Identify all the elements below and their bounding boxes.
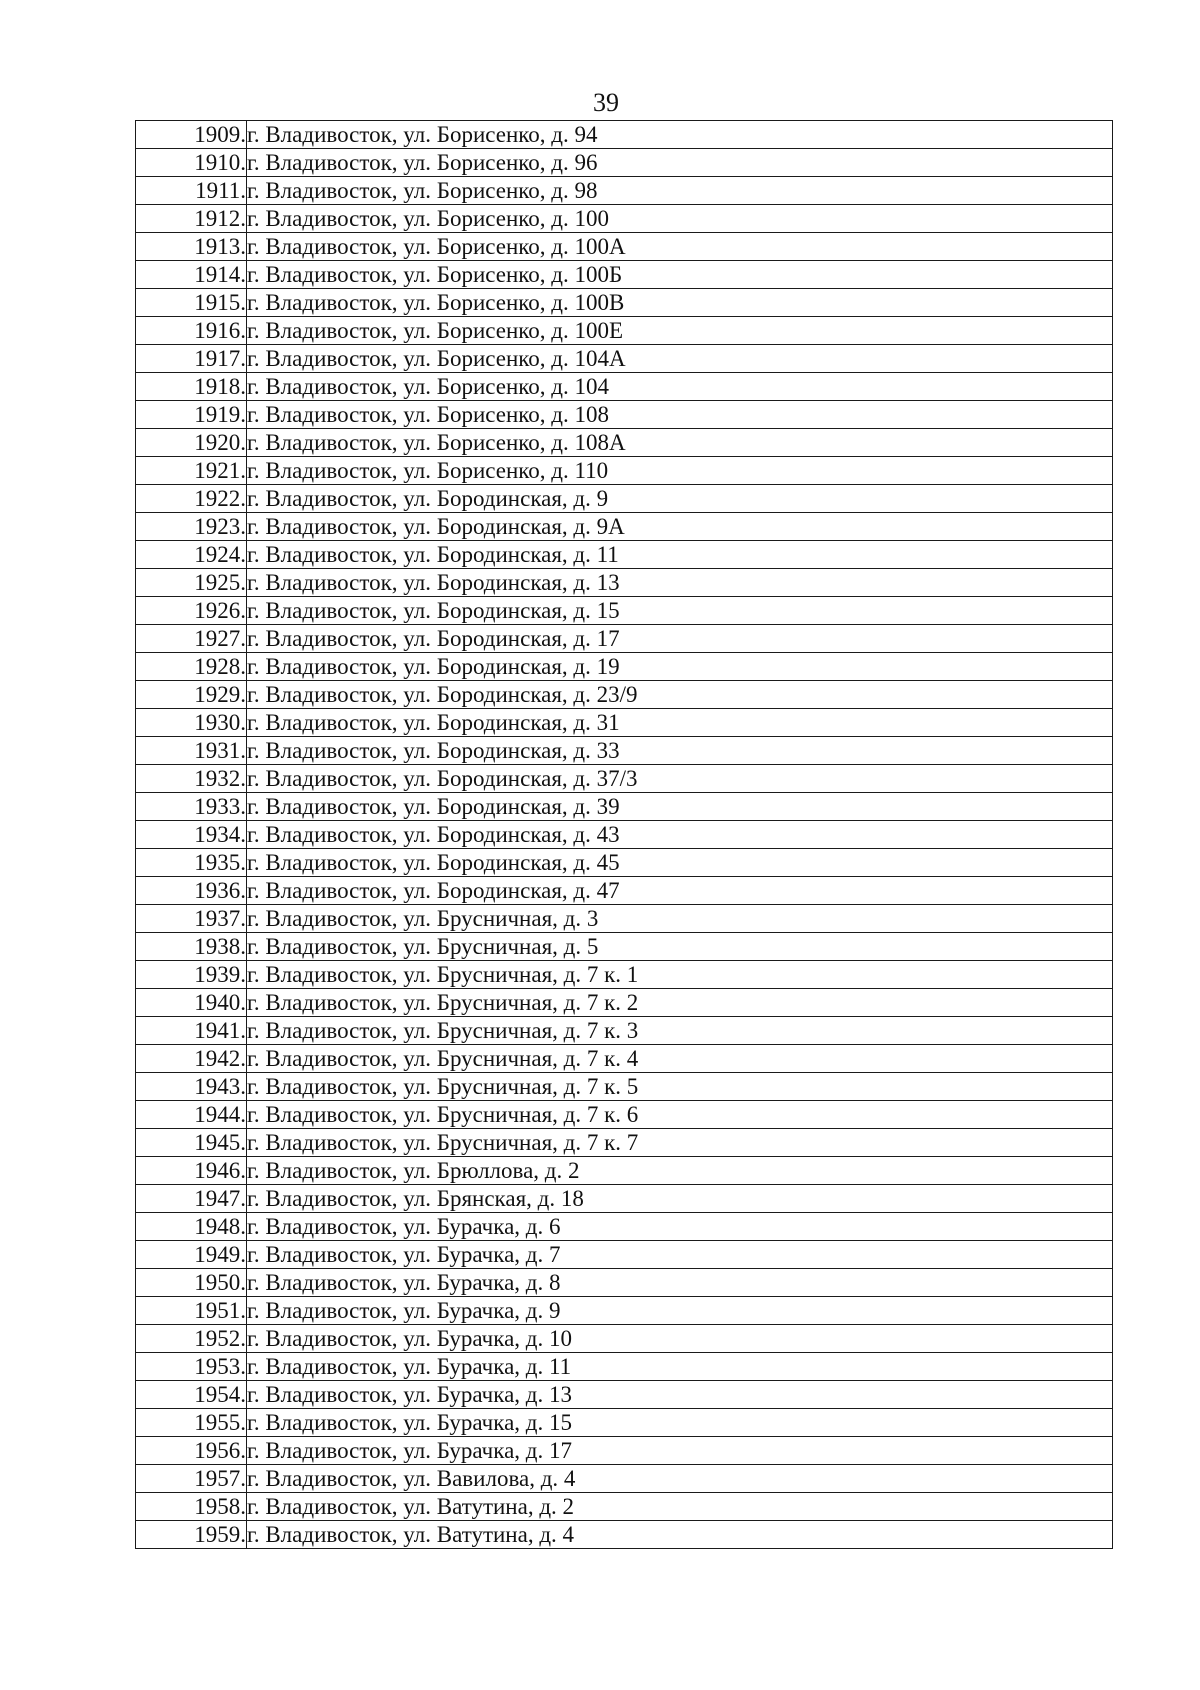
address-cell: г. Владивосток, ул. Бородинская, д. 11 bbox=[247, 541, 1113, 569]
row-number-cell: 1953. bbox=[136, 1353, 247, 1381]
address-cell: г. Владивосток, ул. Брусничная, д. 7 к. 1 bbox=[247, 961, 1113, 989]
address-cell: г. Владивосток, ул. Брюллова, д. 2 bbox=[247, 1157, 1113, 1185]
row-number-cell: 1909. bbox=[136, 121, 247, 149]
table-row bbox=[136, 1101, 1113, 1129]
row-number-cell: 1916. bbox=[136, 317, 247, 345]
table-row bbox=[136, 821, 1113, 849]
row-number-cell: 1959. bbox=[136, 1521, 247, 1549]
table-row bbox=[136, 205, 1113, 233]
row-number-cell: 1931. bbox=[136, 737, 247, 765]
address-cell: г. Владивосток, ул. Борисенко, д. 96 bbox=[247, 149, 1113, 177]
row-number-cell: 1928. bbox=[136, 653, 247, 681]
address-cell: г. Владивосток, ул. Брусничная, д. 7 к. 4 bbox=[247, 1045, 1113, 1073]
row-number-cell: 1917. bbox=[136, 345, 247, 373]
address-cell: г. Владивосток, ул. Бородинская, д. 37/3 bbox=[247, 765, 1113, 793]
row-number-cell: 1922. bbox=[136, 485, 247, 513]
table-row bbox=[136, 485, 1113, 513]
table-row bbox=[136, 597, 1113, 625]
table-row bbox=[136, 149, 1113, 177]
table-row bbox=[136, 1213, 1113, 1241]
row-number-cell: 1927. bbox=[136, 625, 247, 653]
page-number: 39 bbox=[593, 88, 619, 117]
table-row bbox=[136, 1521, 1113, 1549]
address-cell: г. Владивосток, ул. Бородинская, д. 43 bbox=[247, 821, 1113, 849]
address-cell: г. Владивосток, ул. Брянская, д. 18 bbox=[247, 1185, 1113, 1213]
table-row bbox=[136, 1045, 1113, 1073]
address-cell: г. Владивосток, ул. Бородинская, д. 9А bbox=[247, 513, 1113, 541]
address-cell: г. Владивосток, ул. Борисенко, д. 94 bbox=[247, 121, 1113, 149]
address-cell: г. Владивосток, ул. Бурачка, д. 13 bbox=[247, 1381, 1113, 1409]
row-number-cell: 1914. bbox=[136, 261, 247, 289]
row-number-cell: 1938. bbox=[136, 933, 247, 961]
table-row bbox=[136, 793, 1113, 821]
address-cell: г. Владивосток, ул. Бородинская, д. 19 bbox=[247, 653, 1113, 681]
table-row bbox=[136, 541, 1113, 569]
address-cell: г. Владивосток, ул. Брусничная, д. 7 к. 6 bbox=[247, 1101, 1113, 1129]
table-row bbox=[136, 737, 1113, 765]
row-number-cell: 1948. bbox=[136, 1213, 247, 1241]
table-row bbox=[136, 1297, 1113, 1325]
table-row bbox=[136, 429, 1113, 457]
address-cell: г. Владивосток, ул. Бородинская, д. 15 bbox=[247, 597, 1113, 625]
table-body bbox=[136, 121, 1113, 1549]
address-cell: г. Владивосток, ул. Бурачка, д. 17 bbox=[247, 1437, 1113, 1465]
address-cell: г. Владивосток, ул. Бородинская, д. 9 bbox=[247, 485, 1113, 513]
address-cell: г. Владивосток, ул. Ватутина, д. 4 bbox=[247, 1521, 1113, 1549]
row-number-cell: 1930. bbox=[136, 709, 247, 737]
address-cell: г. Владивосток, ул. Бурачка, д. 9 bbox=[247, 1297, 1113, 1325]
row-number-cell: 1924. bbox=[136, 541, 247, 569]
row-number-cell: 1949. bbox=[136, 1241, 247, 1269]
address-table bbox=[135, 120, 1113, 1549]
table-row bbox=[136, 401, 1113, 429]
address-cell: г. Владивосток, ул. Бурачка, д. 11 bbox=[247, 1353, 1113, 1381]
table-row bbox=[136, 961, 1113, 989]
table-row bbox=[136, 877, 1113, 905]
table-row bbox=[136, 1129, 1113, 1157]
row-number-cell: 1915. bbox=[136, 289, 247, 317]
row-number-cell: 1910. bbox=[136, 149, 247, 177]
row-number-cell: 1921. bbox=[136, 457, 247, 485]
row-number-cell: 1945. bbox=[136, 1129, 247, 1157]
table-row bbox=[136, 1465, 1113, 1493]
row-number-cell: 1912. bbox=[136, 205, 247, 233]
row-number-cell: 1919. bbox=[136, 401, 247, 429]
address-cell: г. Владивосток, ул. Бородинская, д. 45 bbox=[247, 849, 1113, 877]
address-cell: г. Владивосток, ул. Бородинская, д. 39 bbox=[247, 793, 1113, 821]
table-row bbox=[136, 681, 1113, 709]
address-cell: г. Владивосток, ул. Борисенко, д. 104 bbox=[247, 373, 1113, 401]
table-row bbox=[136, 933, 1113, 961]
row-number-cell: 1939. bbox=[136, 961, 247, 989]
address-cell: г. Владивосток, ул. Брусничная, д. 7 к. 7 bbox=[247, 1129, 1113, 1157]
address-cell: г. Владивосток, ул. Ватутина, д. 2 bbox=[247, 1493, 1113, 1521]
table-row bbox=[136, 1353, 1113, 1381]
address-cell: г. Владивосток, ул. Брусничная, д. 3 bbox=[247, 905, 1113, 933]
table-row bbox=[136, 849, 1113, 877]
table-row bbox=[136, 989, 1113, 1017]
address-cell: г. Владивосток, ул. Борисенко, д. 100Е bbox=[247, 317, 1113, 345]
table-row bbox=[136, 1157, 1113, 1185]
row-number-cell: 1947. bbox=[136, 1185, 247, 1213]
row-number-cell: 1951. bbox=[136, 1297, 247, 1325]
address-cell: г. Владивосток, ул. Борисенко, д. 108А bbox=[247, 429, 1113, 457]
row-number-cell: 1918. bbox=[136, 373, 247, 401]
address-cell: г. Владивосток, ул. Борисенко, д. 104А bbox=[247, 345, 1113, 373]
row-number-cell: 1913. bbox=[136, 233, 247, 261]
address-cell: г. Владивосток, ул. Брусничная, д. 7 к. 3 bbox=[247, 1017, 1113, 1045]
row-number-cell: 1944. bbox=[136, 1101, 247, 1129]
row-number-cell: 1935. bbox=[136, 849, 247, 877]
table-row bbox=[136, 1325, 1113, 1353]
row-number-cell: 1936. bbox=[136, 877, 247, 905]
row-number-cell: 1946. bbox=[136, 1157, 247, 1185]
table-row bbox=[136, 905, 1113, 933]
table-row bbox=[136, 1493, 1113, 1521]
table-row bbox=[136, 625, 1113, 653]
row-number-cell: 1942. bbox=[136, 1045, 247, 1073]
row-number-cell: 1943. bbox=[136, 1073, 247, 1101]
table-row bbox=[136, 289, 1113, 317]
address-cell: г. Владивосток, ул. Брусничная, д. 5 bbox=[247, 933, 1113, 961]
row-number-cell: 1929. bbox=[136, 681, 247, 709]
address-cell: г. Владивосток, ул. Борисенко, д. 100Б bbox=[247, 261, 1113, 289]
row-number-cell: 1952. bbox=[136, 1325, 247, 1353]
address-cell: г. Владивосток, ул. Бурачка, д. 15 bbox=[247, 1409, 1113, 1437]
address-cell: г. Владивосток, ул. Бурачка, д. 6 bbox=[247, 1213, 1113, 1241]
table-row bbox=[136, 765, 1113, 793]
address-cell: г. Владивосток, ул. Бурачка, д. 8 bbox=[247, 1269, 1113, 1297]
row-number-cell: 1920. bbox=[136, 429, 247, 457]
address-cell: г. Владивосток, ул. Брусничная, д. 7 к. 2 bbox=[247, 989, 1113, 1017]
table-row bbox=[136, 317, 1113, 345]
table-row bbox=[136, 457, 1113, 485]
address-cell: г. Владивосток, ул. Бурачка, д. 10 bbox=[247, 1325, 1113, 1353]
table-row bbox=[136, 1017, 1113, 1045]
address-cell: г. Владивосток, ул. Бородинская, д. 23/9 bbox=[247, 681, 1113, 709]
row-number-cell: 1957. bbox=[136, 1465, 247, 1493]
table-row bbox=[136, 1269, 1113, 1297]
table-row bbox=[136, 1241, 1113, 1269]
row-number-cell: 1911. bbox=[136, 177, 247, 205]
table-row bbox=[136, 1073, 1113, 1101]
table-row bbox=[136, 1409, 1113, 1437]
table-row bbox=[136, 261, 1113, 289]
table-row bbox=[136, 373, 1113, 401]
table-row bbox=[136, 653, 1113, 681]
row-number-cell: 1932. bbox=[136, 765, 247, 793]
address-cell: г. Владивосток, ул. Борисенко, д. 98 bbox=[247, 177, 1113, 205]
row-number-cell: 1955. bbox=[136, 1409, 247, 1437]
address-cell: г. Владивосток, ул. Вавилова, д. 4 bbox=[247, 1465, 1113, 1493]
address-cell: г. Владивосток, ул. Борисенко, д. 100 bbox=[247, 205, 1113, 233]
table-row bbox=[136, 1381, 1113, 1409]
address-cell: г. Владивосток, ул. Бородинская, д. 47 bbox=[247, 877, 1113, 905]
address-cell: г. Владивосток, ул. Бородинская, д. 17 bbox=[247, 625, 1113, 653]
row-number-cell: 1933. bbox=[136, 793, 247, 821]
row-number-cell: 1937. bbox=[136, 905, 247, 933]
table-row bbox=[136, 1185, 1113, 1213]
table-row bbox=[136, 345, 1113, 373]
table-row bbox=[136, 121, 1113, 149]
address-cell: г. Владивосток, ул. Бородинская, д. 13 bbox=[247, 569, 1113, 597]
table-row bbox=[136, 233, 1113, 261]
row-number-cell: 1950. bbox=[136, 1269, 247, 1297]
address-cell: г. Владивосток, ул. Бородинская, д. 31 bbox=[247, 709, 1113, 737]
address-cell: г. Владивосток, ул. Борисенко, д. 108 bbox=[247, 401, 1113, 429]
row-number-cell: 1940. bbox=[136, 989, 247, 1017]
address-cell: г. Владивосток, ул. Борисенко, д. 100А bbox=[247, 233, 1113, 261]
row-number-cell: 1958. bbox=[136, 1493, 247, 1521]
table-row bbox=[136, 177, 1113, 205]
table-row bbox=[136, 569, 1113, 597]
address-cell: г. Владивосток, ул. Борисенко, д. 110 bbox=[247, 457, 1113, 485]
address-cell: г. Владивосток, ул. Бурачка, д. 7 bbox=[247, 1241, 1113, 1269]
row-number-cell: 1923. bbox=[136, 513, 247, 541]
address-cell: г. Владивосток, ул. Бородинская, д. 33 bbox=[247, 737, 1113, 765]
row-number-cell: 1925. bbox=[136, 569, 247, 597]
table-row bbox=[136, 1437, 1113, 1465]
row-number-cell: 1956. bbox=[136, 1437, 247, 1465]
row-number-cell: 1934. bbox=[136, 821, 247, 849]
row-number-cell: 1926. bbox=[136, 597, 247, 625]
row-number-cell: 1941. bbox=[136, 1017, 247, 1045]
table-row bbox=[136, 513, 1113, 541]
address-cell: г. Владивосток, ул. Борисенко, д. 100В bbox=[247, 289, 1113, 317]
address-cell: г. Владивосток, ул. Брусничная, д. 7 к. 5 bbox=[247, 1073, 1113, 1101]
row-number-cell: 1954. bbox=[136, 1381, 247, 1409]
table-row bbox=[136, 709, 1113, 737]
